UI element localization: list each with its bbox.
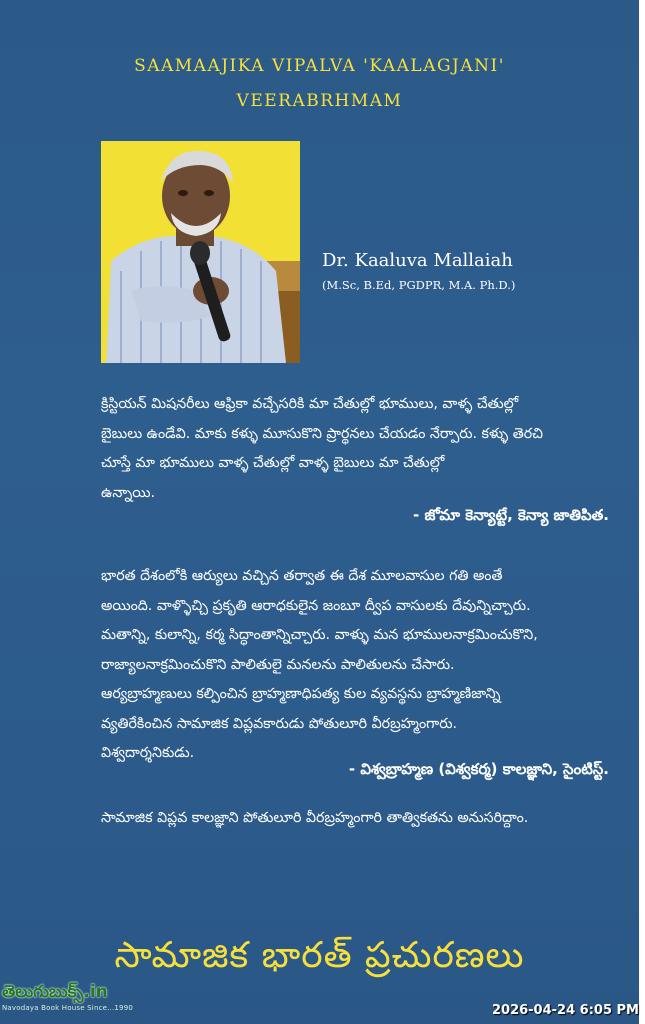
- quote-kenyatta: [101, 390, 608, 508]
- quote-line: మతాన్ని, కులాన్ని, కర్మ సిద్ధాంతాన్నిచ్చారు. వాళ్ళు మన భూములనాక్రమించుకొని,: [101, 627, 538, 643]
- author-qualifications: (M.Sc, B.Ed, PGDPR, M.A. Ph.D.): [322, 278, 516, 292]
- watermark-logo-text: తెలుగుబుక్స్.in: [2, 982, 108, 1002]
- scan-edge: [639, 0, 645, 1024]
- watermark-logo: [0, 982, 142, 1016]
- book-title-line2: VEERABRHMAM: [236, 91, 403, 111]
- quote-line: వ్యతిరేకించిన సామాజిక విప్లవకారుడు పోతులూరి వీరబ్రహ్మంగారు.: [101, 715, 458, 732]
- quote-line: క్రిస్టియన్ మిషనరీలు ఆఫ్రికా వచ్చేసరికి మా చేతుల్లో భూములు, వాళ్ళ చేతుల్లో: [101, 396, 519, 412]
- quote-line: రాజ్యాలనాక్రమించుకొని పాలితులై మనలను పాలితులను చేసారు.: [101, 656, 455, 673]
- quote-veerabrahmam: [101, 562, 608, 769]
- watermark-logo-subtext: Navodaya Book House Since...1990: [2, 1004, 134, 1012]
- quote-line: భారత దేశంలోకి ఆర్యులు వచ్చిన తర్వాత ఈ దేశ మూలవాసుల గతి అంతే: [101, 568, 503, 584]
- quote-kenyatta-attribution: - జోమా కెన్యాట్టే, కెన్యా జాతిపిత.: [413, 506, 609, 524]
- quote-line: బైబులు ఉండేవి. మాకు కళ్ళు మూసుకొని ప్రార్థనలు చేయడం నేర్పారు. కళ్ళు తెరచి: [101, 425, 544, 442]
- quote-line: ఆర్యబ్రాహ్మణులు కల్పించిన బ్రాహ్మణాధిపత్య కుల వ్యవస్థను బ్రాహ్మణిజాన్ని: [101, 686, 501, 702]
- quote-veerabrahmam-attribution: - విశ్వబ్రాహ్మణ (విశ్వకర్మ) కాలజ్ఞాని, సైంటిస్ట్.: [348, 760, 609, 778]
- closing-line: సామాజిక విప్లవ కాలజ్ఞాని పోతులూరి వీరబ్రహ్మంగారి తాత్వికతను అనుసరిద్దాం.: [101, 810, 529, 826]
- author-photo: [101, 141, 300, 363]
- book-title-line1: SAAMAAJIKA VIPALVA 'KAALAGJANI': [134, 56, 505, 76]
- quote-line: ఉన్నాయి.: [101, 484, 156, 501]
- quote-line: అయింది. వాళ్ళొచ్చి ప్రకృతి ఆరాధకులైన జంబూ ద్వీప వాసులకు దేవున్నిచ్చారు.: [101, 597, 531, 614]
- author-portrait-icon: [101, 141, 300, 363]
- photo-timestamp: 2026-04-24 6:05 PM: [491, 1003, 639, 1018]
- quote-line: చూస్తే మా భూములు వాళ్ళ చేతుల్లో వాళ్ళ బైబులు మా చేతుల్లో: [101, 455, 445, 471]
- publisher-name: సామాజిక భారత్ ప్రచురణలు: [114, 935, 525, 976]
- quote-line: విశ్వదార్శనికుడు.: [101, 745, 195, 761]
- author-name: Dr. Kaaluva Mallaiah: [322, 250, 513, 271]
